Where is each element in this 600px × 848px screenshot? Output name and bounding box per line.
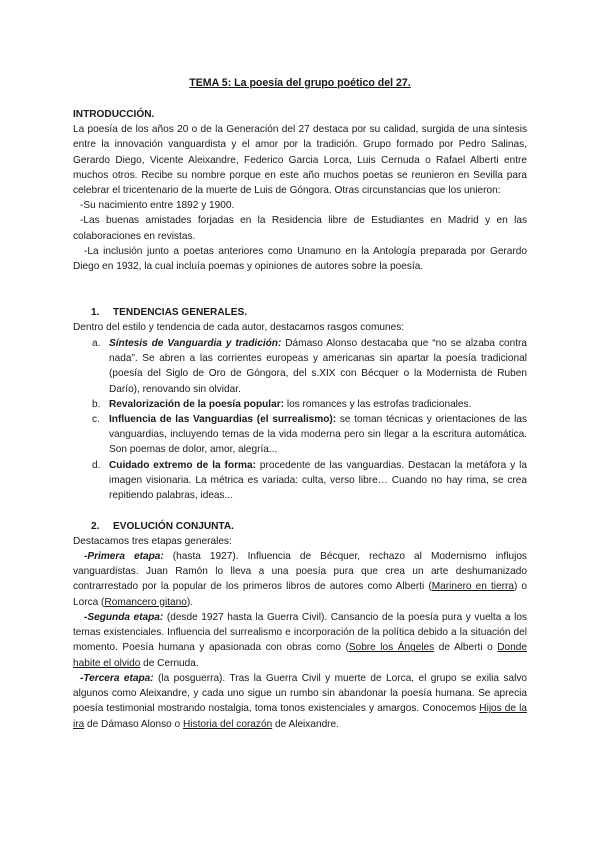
intro-paragraph: La poesía de los años 20 o de la Generación del 27 destaca por su calidad, surgida de una síntesis entre la innovación vanguardista y el amor por la tradición. Grupo formado por Pedro Salinas, Gerardo Diego, Vicente Aleixandre, Federico Garcia Lorca, Luis Cernuda o Rafael Alberti entre muchos otros. Recibe su nombre porque en este año muchos poetas se reunieron en Sevilla para celebrar el tricentenario de la muerte de Luis de Góngora. Otras circunstancias que los unieron:: [73, 124, 527, 197]
stage-paragraph: -Segunda etapa: (desde 1927 hasta la Guerra Civil). Cansancio de la poesía pura y vuelta a los temas existenciales. Influencia del surrealismo e incorporación de la política debido a la situación del momento. Poesía humana y apasionada con obras como (Sobre los Ángeles de Alberti o Donde habite el olvido de Cernuda.: [73, 612, 527, 669]
stage-paragraph: -Tercera etapa: (la posguerra). Tras la Guerra Civil y muerte de Lorca, el grupo se exilia salvo algunos como Aleixandre, y cada uno sigue un rumbo sin abandonar la poesía humana. Se aprecia poesía testimonial mostrando nostalgia, toma tonos existenciales y amargos. Conocemos Hijos de la ira de Dámaso Alonso o Historia del corazón de Aleixandre.: [73, 673, 527, 730]
list-item: d. Cuidado extremo de la forma: procedente de las vanguardias. Destacan la metáfora y la imagen visionaria. La métrica es variada: culta, verso libre… Cuando no hay rima, se crea repitiendo palabras, ideas...: [92, 460, 527, 502]
intro-point: -La inclusión junto a poetas anteriores como Unamuno en la Antología preparada por Gerardo Diego en 1932, la cual incluía poemas y opiniones de autores sobre la poesía.: [73, 245, 527, 273]
list-item: a. Síntesis de Vanguardia y tradición: Dámaso Alonso destacaba que “no se alzaba contra nada”. Se abren a las corrientes europeas y americanas sin apartar la poesía tradicional (poesía del Siglo de Oro de Góngora, del s.XIX con Bécquer o la Modernista de Ruben Darío), renovando sin olvidar.: [92, 338, 528, 395]
section-2-heading: 2. EVOLUCIÓN CONJUNTA.: [91, 521, 234, 532]
stage-paragraph: -Primera etapa: (hasta 1927). Influencia de Bécquer, rechazo al Modernismo influjos vanguardistas. Juan Ramón lo lleva a una poesía pura que crea un arte deshumanizado contrarrestado por la popular de los primeros libros de autores como Alberti (Marinero en tierra) o Lorca (Romancero gitano).: [73, 551, 528, 608]
section-2-intro: Destacamos tres etapas generales:: [73, 536, 232, 547]
page-title: TEMA 5: La poesía del grupo poético del 27.: [189, 77, 411, 89]
section-1-intro: Dentro del estilo y tendencia de cada autor, destacamos rasgos comunes:: [73, 322, 405, 333]
intro-section: [73, 107, 527, 274]
list-item: c. Influencia de las Vanguardias (el surrealismo): se toman técnicas y orientaciones de las vanguardias, incluyendo temas de la vida moderna pero sin llegar a la escritura automática. Son poemas de dolor, amor, alegría...: [92, 414, 528, 456]
intro-point: -Su nacimiento entre 1892 y 1900.: [80, 200, 235, 212]
intro-point: -Las buenas amistades forjadas en la Residencia libre de Estudiantes en Madrid y en las colaboraciones en revistas.: [73, 215, 527, 242]
list-item: b. Revalorización de la poesía popular: los romances y las estrofas tradicionales.: [92, 399, 472, 410]
section-1-heading: 1. TENDENCIAS GENERALES.: [91, 307, 248, 318]
intro-heading: INTRODUCCIÓN.: [73, 109, 155, 120]
